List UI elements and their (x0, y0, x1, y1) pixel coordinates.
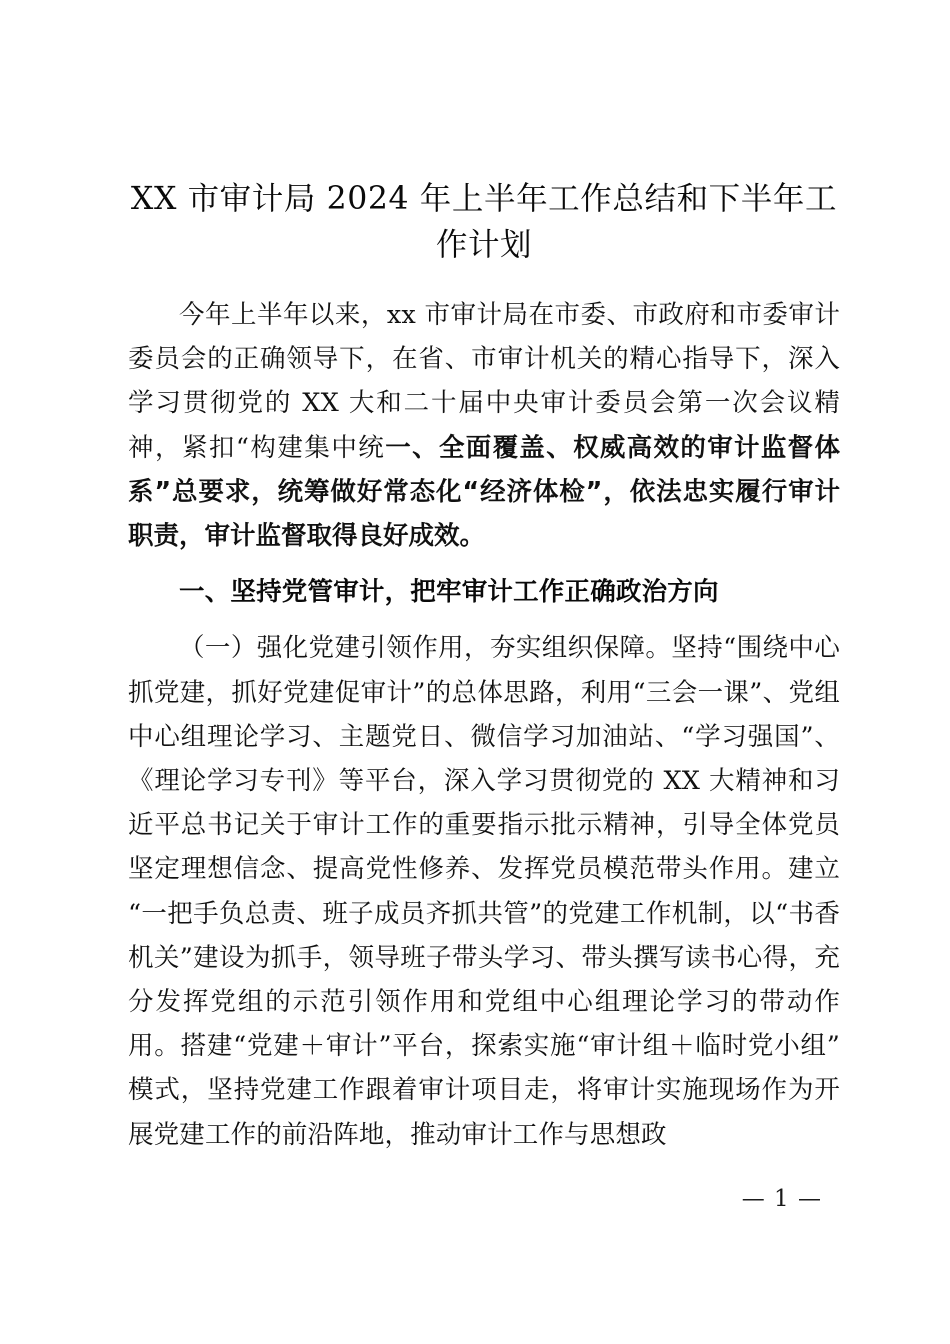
document-body (128, 0, 840, 1157)
intro-regular-text: 今年上半年以来，xx 市审计局在市委、市政府和市委审计委员会的正确领导下，在省、市审计机关的精心指导下，深入学习贯彻党的 XX 大和二十届中央审计委员会第一次会议精神，紧扣“构建集中统 (128, 300, 840, 463)
intro-paragraph (128, 293, 840, 558)
intro-emphasised-text: 一、全面覆盖、权威高效的审计监督体系”总要求，统筹做好常态化“经济体检”，依法忠实履行审计职责，审计监督取得良好成效。 (128, 432, 840, 552)
page-title: XX 市审计局 2024 年上半年工作总结和下半年工作计划 (130, 181, 838, 263)
section-heading-one: 一、坚持党管审计，把牢审计工作正确政治方向 (179, 577, 719, 608)
page-number-footer: — 1 — (741, 1186, 822, 1212)
body-paragraph-one: （一）强化党建引领作用，夯实组织保障。坚持“围绕中心抓党建，抓好党建促审计”的总体思路，利用“三会一课”、党组中心组理论学习、主题党日、微信学习加油站、“学习强国”、《理论学习专刊》等平台，深入学习贯彻党的 XX 大精神和习近平总书记关于审计工作的重要指示批示精神，引导全体党员坚定理想信念、提高党性修养、发挥党员模范带头作用。建立“一把手负总责、班子成员齐抓共管”的党建工作机制，以“书香机关”建设为抓手，领导班子带头学习、带头撰写读书心得，充分发挥党组的示范引领作用和党组中心组理论学习的带动作用。搭建“党建＋审计”平台，探索实施“审计组＋临时党小组”模式，坚持党建工作跟着审计项目走，将审计实施现场作为开展党建工作的前沿阵地，推动审计工作与思想政 (128, 633, 840, 1150)
